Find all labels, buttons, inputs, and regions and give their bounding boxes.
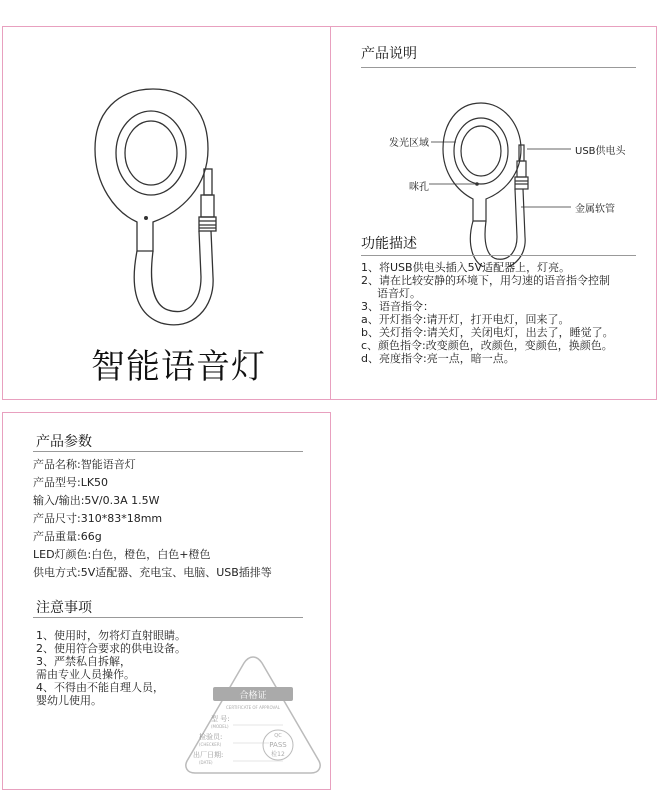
product-title: 智能语音灯 — [91, 347, 266, 387]
list-item: 2、请在比较安静的环境下，用匀速的语音指令控制 — [361, 274, 610, 287]
list-item: b、关灯指令:请关灯，关闭电灯，出去了，睡觉了。 — [361, 326, 614, 339]
list-item: 产品重量:66g — [33, 530, 102, 543]
certificate-title: 合格证 — [239, 691, 267, 701]
list-item: 输入/输出:5V/0.3A 1.5W — [33, 494, 160, 507]
list-item: 2、使用符合要求的供电设备。 — [36, 642, 186, 655]
notes-heading: 注意事项 — [36, 600, 92, 616]
divider — [361, 255, 636, 256]
callout-mic: 咪孔 — [409, 182, 429, 193]
list-item: 1、将USB供电头插入5V适配器上，灯亮。 — [361, 261, 571, 274]
callout-hose: 金属软管 — [575, 204, 615, 215]
product-panel — [2, 26, 331, 400]
list-item: c、颜色指令:改变颜色，改颜色，变颜色，换颜色。 — [361, 339, 613, 352]
params-heading: 产品参数 — [36, 434, 92, 450]
list-item: 供电方式:5V适配器、充电宝、电脑、USB插排等 — [33, 566, 272, 579]
checker-en: (CHECKER) — [199, 742, 222, 747]
list-item: 3、严禁私自拆解， — [36, 655, 131, 668]
list-item: d、亮度指令:亮一点，暗一点。 — [361, 352, 515, 365]
date-en: (DATE) — [199, 760, 213, 765]
date-label: 出厂日期: — [193, 751, 224, 759]
list-item: 产品名称:智能语音灯 — [33, 458, 136, 471]
list-item: 婴幼儿使用。 — [36, 694, 102, 707]
stamp-mid: PASS — [269, 741, 287, 749]
certificate-subtitle: CERTIFICATE OF APPROVAL — [226, 705, 280, 710]
stamp-top: QC — [274, 733, 282, 739]
params-list — [33, 456, 272, 582]
list-item: 语音灯。 — [377, 287, 421, 300]
list-item: LED灯颜色:白色，橙色，白色+橙色 — [33, 548, 211, 561]
callout-light-area: 发光区域 — [389, 138, 429, 149]
stamp-bottom: 检12 — [271, 751, 285, 758]
callout-usb: USB供电头 — [575, 146, 626, 157]
notes-list — [36, 629, 186, 707]
list-item: 1、使用时，勿将灯直射眼睛。 — [36, 629, 186, 642]
model-label: 型 号: — [211, 715, 230, 723]
lamp-illustration — [3, 27, 332, 327]
mic-hole — [144, 216, 148, 220]
divider — [33, 617, 303, 618]
features-list — [361, 261, 614, 365]
list-item: 产品型号:LK50 — [33, 476, 109, 489]
model-en: (MODEL) — [211, 724, 229, 729]
list-item: a、开灯指令:请开灯，打开电灯，回来了。 — [361, 313, 570, 326]
description-panel — [330, 26, 657, 400]
list-item: 3、语音指令： — [361, 300, 434, 313]
divider — [33, 451, 303, 452]
description-heading: 产品说明 — [361, 46, 417, 62]
list-item: 产品尺寸:310*83*18mm — [33, 512, 163, 525]
certificate-seal — [183, 653, 323, 778]
features-heading: 功能描述 — [361, 236, 417, 252]
list-item: 需由专业人员操作。 — [36, 668, 135, 681]
checker-label: 检验员: — [199, 733, 223, 741]
list-item: 4、不得由不能自理人员， — [36, 681, 164, 694]
